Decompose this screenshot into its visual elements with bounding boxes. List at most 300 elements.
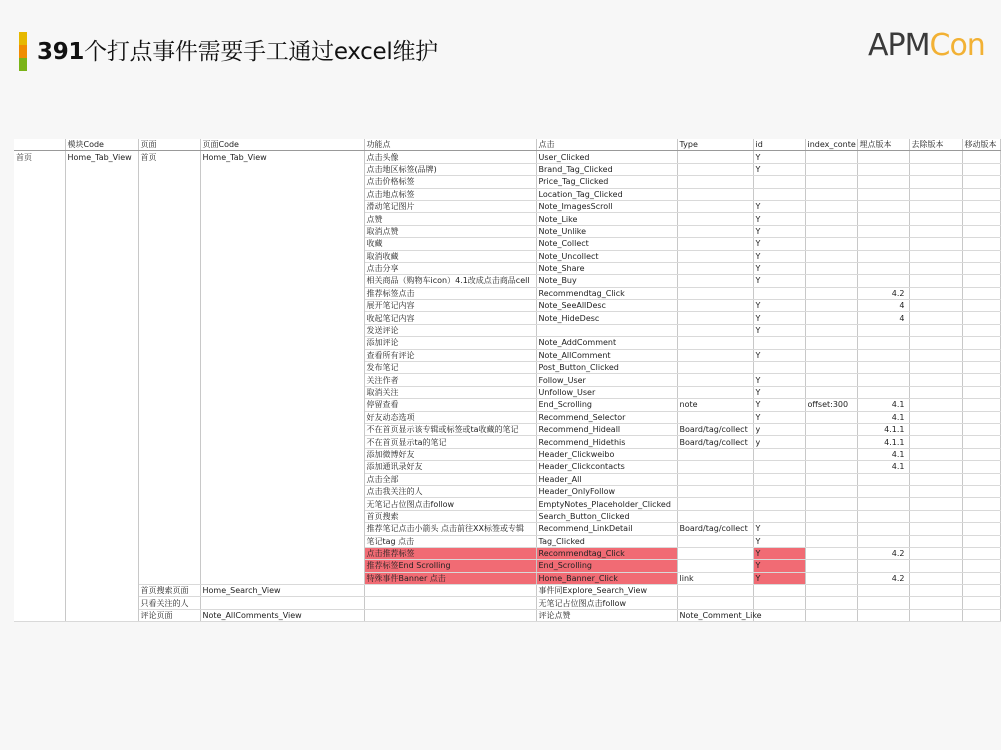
- table-cell: Y: [753, 262, 805, 274]
- table-row: [14, 461, 1000, 473]
- table-cell: [65, 362, 138, 374]
- table-cell: [857, 337, 909, 349]
- table-cell: [909, 362, 962, 374]
- table-cell: [364, 585, 536, 597]
- table-cell: [909, 300, 962, 312]
- table-cell: [677, 200, 753, 212]
- table-cell: Note_Collect: [536, 238, 677, 250]
- table-cell: Unfollow_User: [536, 386, 677, 398]
- table-cell: [14, 213, 65, 225]
- table-row: [14, 411, 1000, 423]
- table-cell: [138, 510, 200, 522]
- table-row: [14, 176, 1000, 188]
- table-cell: [138, 225, 200, 237]
- table-cell: [677, 535, 753, 547]
- table-cell: [200, 275, 364, 287]
- table-cell: [962, 547, 1000, 559]
- table-cell: [65, 163, 138, 175]
- table-cell: [857, 498, 909, 510]
- table-cell: [805, 200, 857, 212]
- table-cell: [65, 250, 138, 262]
- table-cell: [14, 535, 65, 547]
- table-cell: [962, 448, 1000, 460]
- table-row: [14, 399, 1000, 411]
- table-cell: End_Scrolling: [536, 560, 677, 572]
- table-cell: [14, 349, 65, 361]
- column-header: 功能点: [364, 139, 536, 151]
- table-cell: [909, 485, 962, 497]
- table-cell: [65, 585, 138, 597]
- table-row: [14, 312, 1000, 324]
- table-cell: [962, 560, 1000, 572]
- table-cell: [200, 547, 364, 559]
- table-cell: 4.1.1: [857, 423, 909, 435]
- table-cell: [857, 188, 909, 200]
- table-cell: [138, 572, 200, 584]
- table-row: [14, 585, 1000, 597]
- table-cell: [909, 461, 962, 473]
- table-cell: [200, 362, 364, 374]
- table-cell: [909, 423, 962, 435]
- table-cell: [962, 287, 1000, 299]
- table-cell: [14, 609, 65, 621]
- table-row: [14, 262, 1000, 274]
- table-cell: [364, 609, 536, 621]
- table-cell: [677, 225, 753, 237]
- table-cell: [65, 399, 138, 411]
- table-cell: 取消关注: [364, 386, 536, 398]
- table-cell: [805, 609, 857, 621]
- table-cell: [138, 349, 200, 361]
- table-cell: [909, 200, 962, 212]
- table-cell: [200, 485, 364, 497]
- table-cell: [677, 300, 753, 312]
- table-cell: Search_Button_Clicked: [536, 510, 677, 522]
- table-cell: 推荐标签点击: [364, 287, 536, 299]
- table-cell: [138, 324, 200, 336]
- column-header: 移动版本: [962, 139, 1000, 151]
- table-cell: 首页搜索页面: [138, 585, 200, 597]
- table-row: [14, 523, 1000, 535]
- table-cell: [138, 262, 200, 274]
- table-cell: [65, 461, 138, 473]
- table-cell: [805, 386, 857, 398]
- table-cell: Price_Tag_Clicked: [536, 176, 677, 188]
- table-cell: [677, 163, 753, 175]
- table-cell: [65, 523, 138, 535]
- table-cell: Home_Banner_Click: [536, 572, 677, 584]
- table-cell: [14, 188, 65, 200]
- table-cell: [200, 176, 364, 188]
- table-cell: Note_Share: [536, 262, 677, 274]
- table-cell: [138, 176, 200, 188]
- table-cell: 收起笔记内容: [364, 312, 536, 324]
- table-cell: 点击地区标签(品牌): [364, 163, 536, 175]
- table-cell: [677, 374, 753, 386]
- table-cell: Header_Clickcontacts: [536, 461, 677, 473]
- table-row: [14, 510, 1000, 522]
- table-cell: [909, 275, 962, 287]
- table-cell: [962, 535, 1000, 547]
- table-cell: [65, 609, 138, 621]
- table-cell: [753, 461, 805, 473]
- table-row: [14, 572, 1000, 584]
- table-cell: [857, 250, 909, 262]
- table-cell: [14, 597, 65, 609]
- table-cell: [536, 324, 677, 336]
- table-cell: [962, 225, 1000, 237]
- table-cell: [962, 176, 1000, 188]
- table-cell: [909, 337, 962, 349]
- column-header: 点击: [536, 139, 677, 151]
- table-cell: 点击全部: [364, 473, 536, 485]
- table-cell: [200, 324, 364, 336]
- table-cell: [962, 436, 1000, 448]
- table-cell: Y: [753, 547, 805, 559]
- table-cell: [805, 324, 857, 336]
- column-header: Type: [677, 139, 753, 151]
- table-cell: [14, 374, 65, 386]
- table-cell: Note_ImagesScroll: [536, 200, 677, 212]
- column-header: 模块Code: [65, 139, 138, 151]
- table-cell: [200, 287, 364, 299]
- table-cell: [857, 275, 909, 287]
- table-cell: EmptyNotes_Placeholder_Clicked: [536, 498, 677, 510]
- table-cell: [14, 250, 65, 262]
- table-cell: [962, 473, 1000, 485]
- table-cell: 推荐标签End Scrolling: [364, 560, 536, 572]
- table-cell: [14, 324, 65, 336]
- table-cell: Note_SeeAllDesc: [536, 300, 677, 312]
- table-cell: [753, 188, 805, 200]
- table-cell: Recommend_Hideall: [536, 423, 677, 435]
- table-cell: [805, 349, 857, 361]
- table-cell: Header_All: [536, 473, 677, 485]
- table-cell: [14, 411, 65, 423]
- table-cell: [857, 510, 909, 522]
- table-cell: [805, 436, 857, 448]
- table-cell: 4.2: [857, 572, 909, 584]
- table-row: [14, 498, 1000, 510]
- table-row: [14, 300, 1000, 312]
- table-cell: [909, 188, 962, 200]
- table-cell: [909, 572, 962, 584]
- table-cell: y: [753, 436, 805, 448]
- table-cell: [677, 151, 753, 163]
- table-cell: [138, 448, 200, 460]
- table-row: [14, 485, 1000, 497]
- table-cell: [805, 176, 857, 188]
- table-cell: offset:300: [805, 399, 857, 411]
- table-cell: [962, 250, 1000, 262]
- table-cell: Note_Comment_Like: [677, 609, 753, 621]
- table-cell: Y: [753, 312, 805, 324]
- table-cell: [962, 151, 1000, 163]
- table-row: [14, 337, 1000, 349]
- table-cell: [200, 510, 364, 522]
- table-cell: [909, 151, 962, 163]
- table-row: [14, 151, 1000, 163]
- table-cell: 添加评论: [364, 337, 536, 349]
- table-cell: 无笔记占位图点击follow: [536, 597, 677, 609]
- table-cell: Y: [753, 151, 805, 163]
- table-cell: [857, 597, 909, 609]
- table-cell: Note_Uncollect: [536, 250, 677, 262]
- table-cell: [677, 597, 753, 609]
- table-cell: [805, 262, 857, 274]
- column-header: index_conte: [805, 139, 857, 151]
- table-cell: [909, 349, 962, 361]
- table-cell: Y: [753, 300, 805, 312]
- table-cell: [753, 510, 805, 522]
- column-header: [14, 139, 65, 151]
- table-cell: 点击分享: [364, 262, 536, 274]
- table-cell: [805, 597, 857, 609]
- table-cell: 展开笔记内容: [364, 300, 536, 312]
- table-cell: [138, 423, 200, 435]
- table-cell: Note_Buy: [536, 275, 677, 287]
- table-cell: [962, 200, 1000, 212]
- table-cell: [138, 287, 200, 299]
- table-cell: [857, 473, 909, 485]
- table-cell: [14, 510, 65, 522]
- table-cell: Note_AllComment: [536, 349, 677, 361]
- table-cell: [677, 411, 753, 423]
- table-cell: [909, 510, 962, 522]
- table-cell: [962, 485, 1000, 497]
- table-cell: [962, 609, 1000, 621]
- table-cell: Y: [753, 163, 805, 175]
- table-cell: [14, 163, 65, 175]
- table-cell: 只看关注的人: [138, 597, 200, 609]
- table-cell: [138, 399, 200, 411]
- table-cell: [857, 585, 909, 597]
- table-row: [14, 238, 1000, 250]
- table-cell: [138, 386, 200, 398]
- table-cell: [138, 300, 200, 312]
- table-cell: Y: [753, 386, 805, 398]
- table-cell: [857, 560, 909, 572]
- table-cell: [677, 498, 753, 510]
- table-cell: [805, 374, 857, 386]
- table-cell: [753, 473, 805, 485]
- table-cell: [909, 324, 962, 336]
- table-cell: [138, 238, 200, 250]
- table-cell: [200, 436, 364, 448]
- table-cell: 停留查看: [364, 399, 536, 411]
- table-cell: 关注作者: [364, 374, 536, 386]
- table-cell: [677, 250, 753, 262]
- table-cell: [857, 163, 909, 175]
- table-cell: [962, 275, 1000, 287]
- table-cell: User_Clicked: [536, 151, 677, 163]
- table-cell: Header_Clickweibo: [536, 448, 677, 460]
- table-row: [14, 560, 1000, 572]
- table-cell: [200, 572, 364, 584]
- table-cell: [65, 423, 138, 435]
- table-cell: [138, 411, 200, 423]
- table-cell: [805, 188, 857, 200]
- table-cell: [14, 300, 65, 312]
- table-cell: Y: [753, 535, 805, 547]
- table-cell: [200, 535, 364, 547]
- table-cell: Note_Unlike: [536, 225, 677, 237]
- table-cell: [962, 262, 1000, 274]
- table-cell: [805, 547, 857, 559]
- table-cell: [14, 176, 65, 188]
- table-cell: [909, 287, 962, 299]
- table-cell: [805, 560, 857, 572]
- table-cell: [65, 485, 138, 497]
- table-cell: [138, 163, 200, 175]
- table-cell: 4.2: [857, 287, 909, 299]
- table-cell: [805, 362, 857, 374]
- table-cell: [200, 473, 364, 485]
- table-cell: [909, 411, 962, 423]
- table-cell: [14, 399, 65, 411]
- table-row: [14, 213, 1000, 225]
- table-cell: [138, 498, 200, 510]
- table-cell: [909, 213, 962, 225]
- table-cell: [14, 238, 65, 250]
- table-cell: [14, 585, 65, 597]
- table-cell: Board/tag/collect: [677, 523, 753, 535]
- table-cell: [753, 287, 805, 299]
- table-cell: 4.1: [857, 411, 909, 423]
- table-cell: [805, 163, 857, 175]
- table-cell: [14, 448, 65, 460]
- table-cell: [14, 362, 65, 374]
- table-cell: 首页: [14, 151, 65, 163]
- table-cell: [14, 560, 65, 572]
- table-cell: Y: [753, 213, 805, 225]
- table-row: [14, 250, 1000, 262]
- table-cell: Board/tag/collect: [677, 423, 753, 435]
- table-cell: Y: [753, 399, 805, 411]
- table-cell: [138, 485, 200, 497]
- table-cell: [138, 523, 200, 535]
- table-cell: [805, 572, 857, 584]
- column-header: 去除版本: [909, 139, 962, 151]
- table-cell: [857, 485, 909, 497]
- table-cell: [14, 461, 65, 473]
- table-cell: Follow_User: [536, 374, 677, 386]
- table-cell: [909, 547, 962, 559]
- table-cell: [677, 312, 753, 324]
- table-cell: [962, 572, 1000, 584]
- table-cell: Y: [753, 411, 805, 423]
- table-cell: [200, 349, 364, 361]
- table-cell: [753, 176, 805, 188]
- table-cell: [677, 176, 753, 188]
- table-cell: [65, 176, 138, 188]
- table-cell: [753, 485, 805, 497]
- table-cell: [962, 399, 1000, 411]
- apmcon-logo: [868, 28, 985, 63]
- table-cell: [138, 188, 200, 200]
- table-cell: [65, 572, 138, 584]
- table-cell: 点击我关注的人: [364, 485, 536, 497]
- table-cell: [138, 461, 200, 473]
- table-cell: Post_Button_Clicked: [536, 362, 677, 374]
- table-cell: [909, 535, 962, 547]
- table-cell: Y: [753, 275, 805, 287]
- table-cell: [677, 547, 753, 559]
- column-header: 页面: [138, 139, 200, 151]
- table-cell: [909, 585, 962, 597]
- table-cell: [805, 585, 857, 597]
- table-cell: [805, 300, 857, 312]
- table-row: [14, 473, 1000, 485]
- table-cell: [909, 386, 962, 398]
- title-text: 个打点事件需要手工通过excel维护: [84, 39, 438, 65]
- table-cell: 首页搜索: [364, 510, 536, 522]
- table-cell: [909, 312, 962, 324]
- table-cell: [805, 523, 857, 535]
- event-table: [14, 139, 1001, 622]
- table-cell: 4.1: [857, 399, 909, 411]
- table-cell: 不在首页显示该专辑或标签或ta收藏的笔记: [364, 423, 536, 435]
- table-cell: [200, 597, 364, 609]
- table-cell: [65, 448, 138, 460]
- table-cell: [962, 386, 1000, 398]
- table-cell: Home_Tab_View: [65, 151, 138, 163]
- table-cell: [753, 585, 805, 597]
- table-cell: [805, 287, 857, 299]
- table-cell: 点击价格标签: [364, 176, 536, 188]
- table-cell: [753, 498, 805, 510]
- table-cell: 发送评论: [364, 324, 536, 336]
- table-cell: [14, 436, 65, 448]
- table-cell: [962, 349, 1000, 361]
- table-cell: [677, 585, 753, 597]
- table-cell: 添加微博好友: [364, 448, 536, 460]
- table-cell: [909, 250, 962, 262]
- table-cell: [65, 349, 138, 361]
- table-cell: [200, 423, 364, 435]
- table-cell: Header_OnlyFollow: [536, 485, 677, 497]
- title-accent-bar: [19, 32, 27, 71]
- table-cell: [805, 225, 857, 237]
- table-cell: [857, 324, 909, 336]
- table-cell: [857, 349, 909, 361]
- table-row: [14, 362, 1000, 374]
- table-cell: End_Scrolling: [536, 399, 677, 411]
- table-cell: [805, 485, 857, 497]
- table-cell: [909, 163, 962, 175]
- table-cell: [200, 448, 364, 460]
- table-cell: 相关商品（购物车icon）4.1改成点击商品cell: [364, 275, 536, 287]
- table-cell: [805, 473, 857, 485]
- table-cell: [14, 547, 65, 559]
- table-cell: [805, 238, 857, 250]
- table-cell: [962, 423, 1000, 435]
- table-cell: 查看所有评论: [364, 349, 536, 361]
- table-cell: [14, 498, 65, 510]
- table-cell: [65, 560, 138, 572]
- table-cell: [65, 324, 138, 336]
- table-cell: [857, 362, 909, 374]
- column-header: id: [753, 139, 805, 151]
- table-row: [14, 287, 1000, 299]
- table-cell: [962, 411, 1000, 423]
- table-cell: 点赞: [364, 213, 536, 225]
- table-cell: [65, 238, 138, 250]
- table-row: [14, 163, 1000, 175]
- table-cell: [677, 324, 753, 336]
- table-cell: [14, 262, 65, 274]
- table-cell: [677, 238, 753, 250]
